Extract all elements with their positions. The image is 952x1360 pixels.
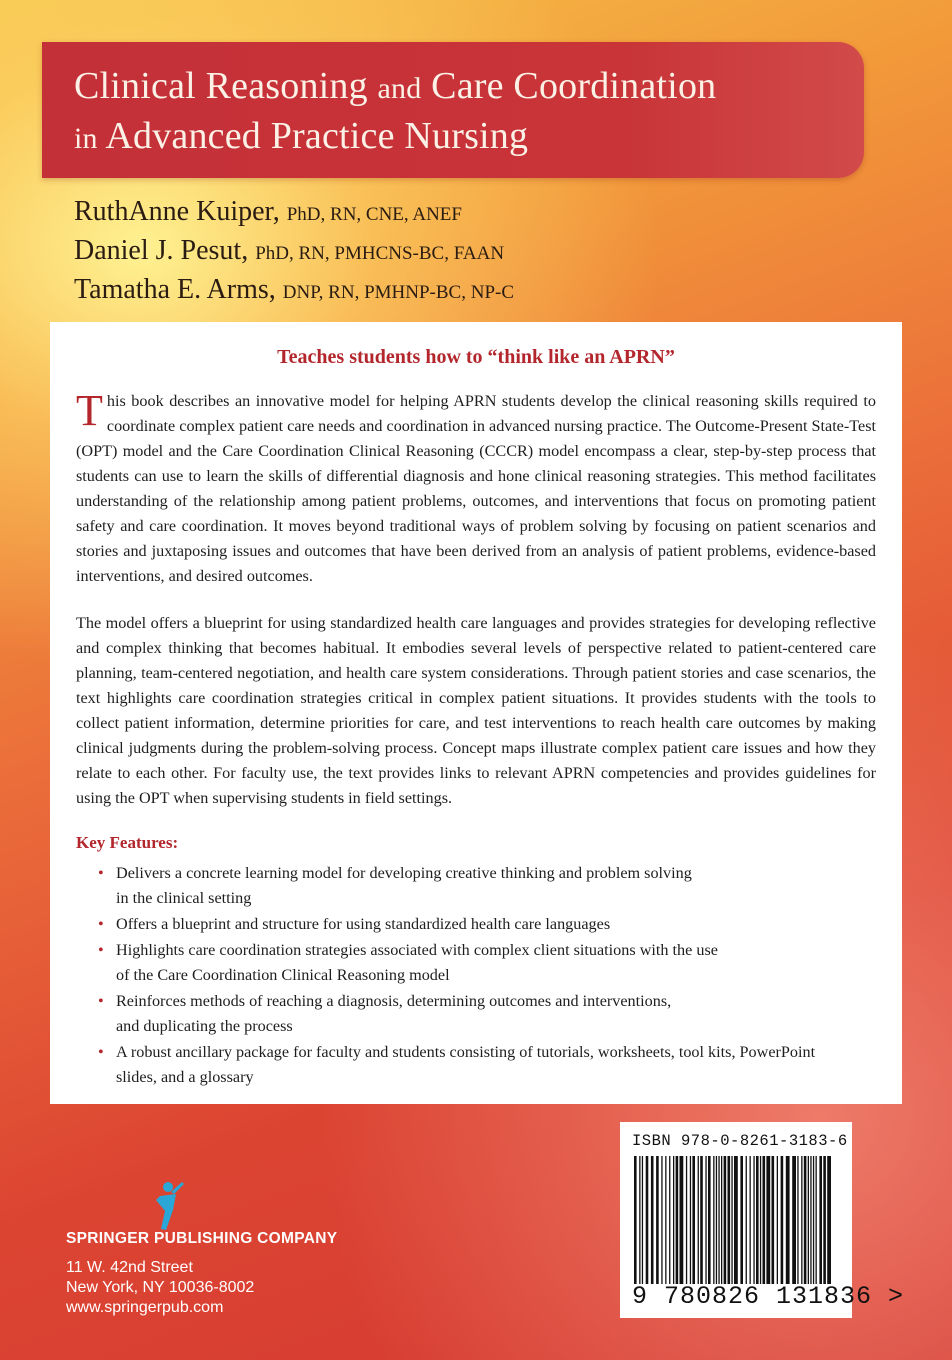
- list-item: [98, 989, 876, 1039]
- key-features-heading: Key Features:: [76, 833, 179, 852]
- feature-text-line: Offers a blueprint and structure for using standardized health care languages: [116, 915, 611, 933]
- isbn-barcode-box: [620, 1122, 905, 1318]
- barcode-bar: [651, 1156, 654, 1284]
- book-title-line-2: [74, 114, 528, 161]
- author-credentials: PhD, RN, CNE, ANEF: [286, 204, 462, 225]
- barcode-bar: [760, 1156, 761, 1284]
- bullet-icon: •: [98, 915, 104, 933]
- isbn-label: ISBN 978-0-8261-3183-6: [632, 1132, 848, 1150]
- publisher-website[interactable]: www.springerpub.com: [66, 1299, 224, 1316]
- description-paragraph-2: The model offers a blueprint for using standardized health care languages and provides strategies for developing reflective and complex thinking that becomes habitual. It embodies several levels of perspective related to patient-centered care planning, team-centered negotiation, and health care system considerations. Through patient stories and case scenarios, the text highlights care coordination strategies critical in complex patient situations. It provides students with the tools to collect patient information, determine priorities for care, and test interventions to reach health care outcomes by making clinical judgments during the problem-solving process. Concept maps illustrate complex patient care issues and how they relate to each other. For faculty use, the text provides links to relevant APRN competencies and provides guidelines for using the OPT when supervising students in field settings.: [76, 614, 876, 807]
- title-part: Clinical Reasoning: [74, 65, 368, 107]
- barcode-bar: [750, 1156, 751, 1284]
- address-line: 11 W. 42nd Street: [66, 1259, 193, 1276]
- feature-text-line: and duplicating the process: [116, 1017, 293, 1035]
- barcode-bar: [816, 1156, 817, 1284]
- barcode-bar: [665, 1156, 666, 1284]
- list-item: [98, 912, 876, 937]
- springer-logo-icon: [146, 1180, 186, 1232]
- feature-text-line: in the clinical setting: [116, 889, 252, 907]
- author-credentials: DNP, RN, PMHNP-BC, NP-C: [282, 282, 515, 303]
- feature-text-line: of the Care Coordination Clinical Reasoning model: [116, 966, 450, 984]
- author-name: Tamatha E. Arms,: [74, 274, 276, 305]
- barcode-bar: [810, 1156, 811, 1284]
- barcode-bar: [692, 1156, 695, 1284]
- barcode-bar: [731, 1156, 732, 1284]
- key-features-list: [76, 861, 876, 1090]
- list-item: [98, 938, 876, 988]
- list-item: [98, 1040, 876, 1090]
- paragraph-text: his book describes an innovative model for helping APRN students develop the clinical reasoning skills required to coordinate complex patient care needs and coordination in advanced nursing practice. The Outcome-Present State-Test (OPT) model and the Care Coordination Clinical Reasoning (CCCR) model encompass a clear, step-by-step process that students can use to learn the skills of differential diagnosis and hone clinical reasoning strategies. This method facilitates understanding of the relationship among patient problems, outcomes, and interventions that focus on promoting patient safety and care coordination. It moves beyond traditional ways of problem solving by focusing on patient scenarios and stories and juxtaposing issues and outcomes that have been derived from an analysis of patient problems, evidence-based interventions, and desired outcomes.: [76, 392, 876, 585]
- barcode-bar: [801, 1156, 802, 1284]
- barcode-bar: [766, 1156, 770, 1284]
- barcode-bar: [813, 1156, 814, 1284]
- barcode-bar: [740, 1156, 743, 1284]
- barcode-bar: [756, 1156, 759, 1284]
- description-paragraph-1: [76, 386, 876, 589]
- title-part: Care Coordination: [431, 65, 717, 107]
- barcode-bar: [705, 1156, 706, 1284]
- barcode-icon: [632, 1156, 840, 1284]
- barcode-bar: [656, 1156, 659, 1284]
- barcode-bar: [724, 1156, 727, 1284]
- barcode-bar: [827, 1156, 831, 1284]
- barcode-bar: [808, 1156, 809, 1284]
- barcode-bar: [680, 1156, 684, 1284]
- barcode-bar: [718, 1156, 719, 1284]
- bullet-icon: •: [98, 864, 104, 882]
- barcode-bar: [746, 1156, 747, 1284]
- bullet-icon: •: [98, 941, 104, 959]
- barcode-bar: [721, 1156, 722, 1284]
- title-part: Advanced Practice Nursing: [105, 115, 529, 157]
- barcode-bar: [734, 1156, 738, 1284]
- title-part: and: [377, 72, 422, 105]
- barcode-bar: [661, 1156, 662, 1284]
- barcode-bar: [673, 1156, 674, 1284]
- barcode-bar: [676, 1156, 679, 1284]
- barcode-bar: [690, 1156, 691, 1284]
- feature-text-line: Reinforces methods of reaching a diagnosis, determining outcomes and interventions,: [116, 992, 672, 1010]
- description-panel: [50, 322, 902, 1104]
- barcode-bar: [639, 1156, 640, 1284]
- list-item: [98, 861, 876, 911]
- feature-text-line: slides, and a glossary: [116, 1068, 254, 1086]
- publisher-name: SPRINGER PUBLISHING COMPANY: [66, 1230, 338, 1247]
- bullet-icon: •: [98, 992, 104, 1010]
- feature-text-line: Delivers a concrete learning model for developing creative thinking and problem solving: [116, 864, 692, 882]
- barcode-bar: [819, 1156, 822, 1284]
- barcode-bar: [728, 1156, 731, 1284]
- barcode-bar: [772, 1156, 775, 1284]
- barcode-bar: [642, 1156, 643, 1284]
- barcode-bar: [698, 1156, 699, 1284]
- author-entry: [74, 233, 514, 272]
- barcode-bar: [713, 1156, 714, 1284]
- barcode-bar: [686, 1156, 687, 1284]
- barcode-bar: [823, 1156, 826, 1284]
- author-list: [74, 194, 514, 311]
- barcode-bar: [804, 1156, 807, 1284]
- feature-text-line: Highlights care coordination strategies associated with complex client situations with the use: [116, 941, 718, 959]
- author-name: Daniel J. Pesut,: [74, 235, 249, 266]
- feature-text-line: A robust ancillary package for faculty and students consisting of tutorials, worksheets, tool kits, PowerPoint: [116, 1043, 816, 1061]
- barcode-bar: [700, 1156, 703, 1284]
- book-title-line-1: [74, 64, 716, 111]
- publisher-address: [66, 1258, 254, 1318]
- bullet-icon: •: [98, 1043, 104, 1061]
- barcode-bar: [777, 1156, 778, 1284]
- title-part: in: [74, 122, 98, 155]
- barcode-bar: [646, 1156, 649, 1284]
- title-band: [42, 42, 864, 178]
- barcode-bar: [786, 1156, 790, 1284]
- barcode-bar: [669, 1156, 670, 1284]
- barcode-bar: [716, 1156, 717, 1284]
- barcode-bar: [781, 1156, 784, 1284]
- barcode-bar: [753, 1156, 754, 1284]
- drop-cap: T: [76, 386, 103, 435]
- author-name: RuthAnne Kuiper,: [74, 196, 280, 227]
- tagline: Teaches students how to “think like an APRN”: [277, 346, 675, 368]
- barcode-bar: [797, 1156, 798, 1284]
- barcode-bar: [634, 1156, 637, 1284]
- barcode-bar: [792, 1156, 796, 1284]
- barcode-bar: [708, 1156, 711, 1284]
- author-credentials: PhD, RN, PMHCNS-BC, FAAN: [255, 243, 505, 264]
- address-line: New York, NY 10036-8002: [66, 1279, 255, 1296]
- author-entry: [74, 194, 514, 233]
- author-entry: [74, 272, 514, 311]
- barcode-bar: [763, 1156, 766, 1284]
- barcode-digits: 9 780826 131836 >: [632, 1282, 905, 1311]
